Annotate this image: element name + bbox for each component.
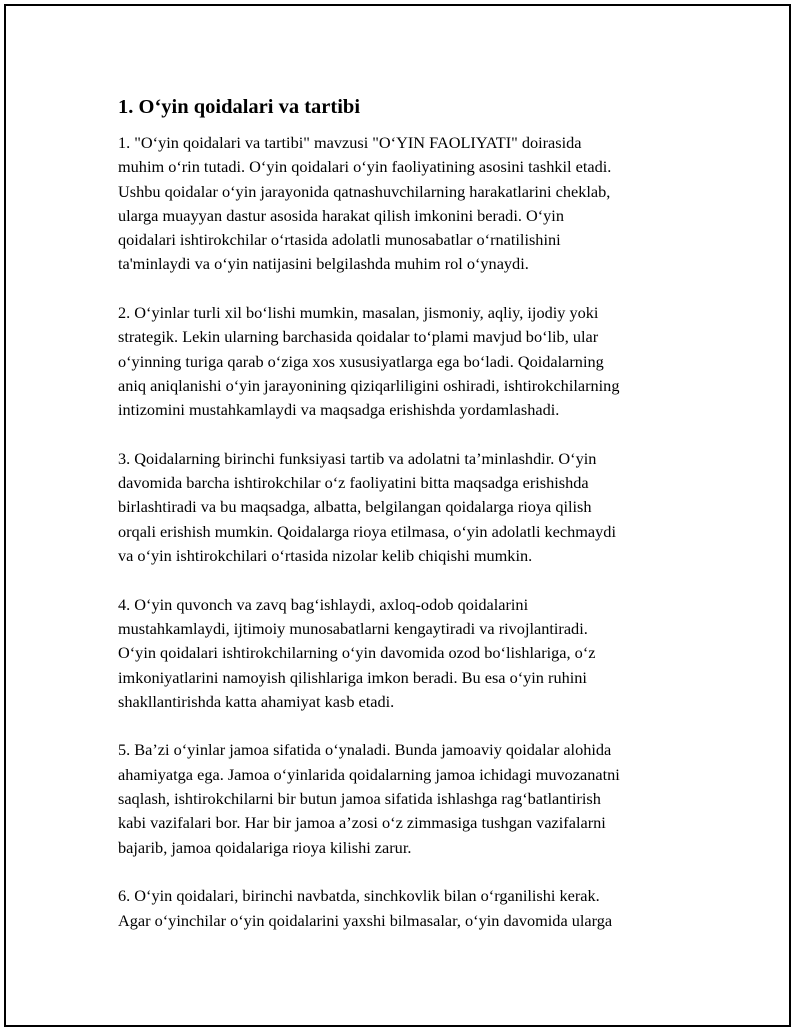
paragraph-line: 5. Baʼzi oʻyinlar jamoa sifatida oʻynaladi. Bunda jamoaviy qoidalar alohida	[118, 740, 612, 760]
paragraph-line: imkoniyatlarini namoyish qilishlariga imkon beradi. Bu esa oʻyin ruhini	[118, 667, 587, 687]
paragraph-line: 1. "Oʻyin qoidalari va tartibi" mavzusi "OʻYIN FAOLIYATI" doirasida	[118, 133, 582, 152]
paragraph-line: va oʻyin ishtirokchilari oʻrtasida nizolar kelib chiqishi mumkin.	[118, 546, 533, 566]
paragraph-line: Ushbu qoidalar oʻyin jarayonida qatnashuvchilarning harakatlarini cheklab,	[118, 181, 611, 201]
paragraph-line: 6. Oʻyin qoidalari, birinchi navbatda, sinchkovlik bilan oʻrganilishi kerak.	[118, 886, 600, 906]
paragraph-3	[118, 447, 708, 568]
paragraph-line: mustahkamlaydi, ijtimoiy munosabatlarni kengaytiradi va rivojlantiradi.	[118, 618, 588, 638]
paragraph-line: bajarib, jamoa qoidalariga rioya kilishi zarur.	[118, 837, 412, 857]
paragraph-line: 4. Oʻyin quvonch va zavq bagʻishlaydi, axloq-odob qoidalarini	[118, 594, 529, 614]
paragraph-line: birlashtiradi va bu maqsadga, albatta, belgilangan qoidalarga rioya qilish	[118, 497, 592, 517]
paragraph-6	[118, 884, 708, 933]
paragraph-line: Oʻyin qoidalari ishtirokchilarning oʻyin davomida ozod boʻlishlariga, oʻz	[118, 643, 596, 663]
paragraph-2	[118, 301, 708, 422]
paragraph-line: qoidalari ishtirokchilar oʻrtasida adolatli munosabatlar oʻrnatilishini	[118, 230, 561, 250]
paragraph-line: Agar oʻyinchilar oʻyin qoidalarini yaxshi bilmasalar, oʻyin davomida ularga	[118, 910, 613, 930]
paragraph-line: 2. Oʻyinlar turli xil boʻlishi mumkin, masalan, jismoniy, aqliy, ijodiy yoki	[118, 303, 599, 323]
paragraph-4	[118, 593, 708, 714]
paragraph-line: aniq aniqlanishi oʻyin jarayonining qiziqarliligini oshiradi, ishtirokchilarning	[118, 375, 620, 395]
paragraph-line: davomida barcha ishtirokchilar oʻz faoliyatini bitta maqsadga erishishda	[118, 473, 589, 493]
paragraph-line: saqlash, ishtirokchilarni bir butun jamoa sifatida ishlashga ragʻbatlantirish	[118, 789, 601, 809]
paragraph-line: 3. Qoidalarning birinchi funksiyasi tartib va adolatni taʼminlashdir. Oʻyin	[118, 448, 597, 468]
paragraph-line: orqali erishish mumkin. Qoidalarga rioya etilmasa, oʻyin adolatli kechmaydi	[118, 521, 616, 541]
paragraph-line: ahamiyatga ega. Jamoa oʻyinlarida qoidalarning jamoa ichidagi muvozanatni	[118, 764, 620, 784]
document-title: 1. Oʻyin qoidalari va tartibi	[118, 96, 361, 118]
document-body	[118, 93, 708, 957]
paragraph-line: strategik. Lekin ularning barchasida qoidalar toʻplami mavjud boʻlib, ular	[118, 327, 599, 347]
paragraph-line: ularga muayyan dastur asosida harakat qilish imkonini beradi. Oʻyin	[118, 205, 564, 225]
paragraph-line: oʻyinning turiga qarab oʻziga xos xususiyatlarga ega boʻladi. Qoidalarning	[118, 351, 604, 371]
paragraph-line: intizomini mustahkamlaydi va maqsadga erishishda yordamlashadi.	[118, 400, 560, 420]
paragraph-line: ta'minlaydi va oʻyin natijasini belgilashda muhim rol oʻynaydi.	[118, 254, 529, 274]
paragraph-5	[118, 738, 708, 859]
paragraph-line: kabi vazifalari bor. Har bir jamoa aʼzosi oʻz zimmasiga tushgan vazifalarni	[118, 813, 606, 833]
paragraph-line: shakllantirishda katta ahamiyat kasb etadi.	[118, 691, 395, 711]
paragraph-line: muhim oʻrin tutadi. Oʻyin qoidalari oʻyin faoliyatining asosini tashkil etadi.	[118, 157, 612, 177]
paragraph-1	[118, 131, 708, 277]
